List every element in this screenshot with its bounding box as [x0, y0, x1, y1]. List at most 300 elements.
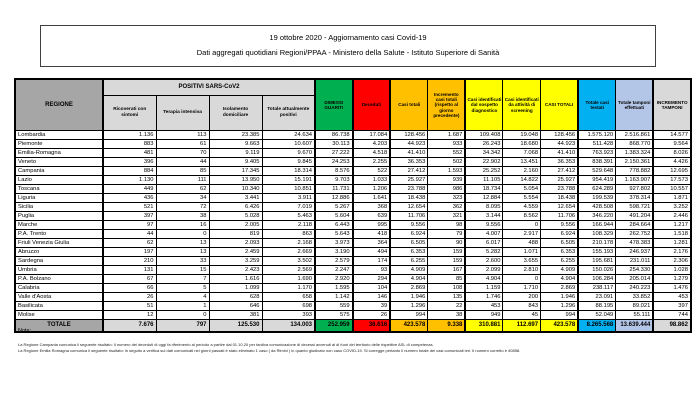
- table-cell: 5: [156, 284, 209, 293]
- table-cell: 396: [103, 158, 156, 167]
- table-cell: 4.904: [541, 275, 579, 284]
- table-cell: 381: [209, 311, 262, 320]
- table-cell: 34.342: [465, 149, 503, 158]
- table-cell: 284.664: [616, 221, 654, 230]
- table-cell: 346.220: [578, 212, 616, 221]
- column-header-casi-sospetto-diagnostico: Casi identificati dal sospetto diagnostico: [465, 79, 503, 131]
- table-cell: 27.412: [390, 167, 428, 176]
- table-cell: 109.408: [465, 131, 503, 140]
- table-cell: 529.648: [578, 167, 616, 176]
- table-cell: 4.203: [353, 140, 391, 149]
- table-cell: 2.446: [653, 212, 691, 221]
- table-cell: 797: [156, 320, 209, 333]
- column-header-totale-attualmente-positivi: Totale attualmente positivi: [262, 96, 315, 131]
- table-cell: 10.557: [653, 185, 691, 194]
- table-cell: 10.851: [262, 185, 315, 194]
- table-cell: 238.117: [578, 284, 616, 293]
- table-cell: 11.706: [390, 212, 428, 221]
- table-cell: 2.869: [541, 284, 579, 293]
- region-name-cell: Marche: [15, 221, 103, 230]
- table-cell: 511.428: [578, 140, 616, 149]
- table-cell: 436: [103, 194, 156, 203]
- table-row: [15, 158, 691, 167]
- region-name-cell: Toscana: [15, 185, 103, 194]
- column-header-incremento-tamponi: INCREMENTO TAMPONI: [653, 79, 691, 131]
- table-cell: 2.099: [465, 266, 503, 275]
- region-name-cell: Valle d'Aosta: [15, 293, 103, 302]
- table-cell: 1.946: [541, 293, 579, 302]
- table-cell: 70: [156, 149, 209, 158]
- table-cell: 1.946: [390, 293, 428, 302]
- table-cell: 1.028: [653, 266, 691, 275]
- table-cell: 838.391: [578, 158, 616, 167]
- table-cell: 12.886: [315, 194, 353, 203]
- table-cell: 362: [428, 203, 466, 212]
- region-name-cell: Liguria: [15, 194, 103, 203]
- note-line-emilia-romagna: La Regione Emilia Romagna comunica il seguente risultato: in seguito a verifica sui dati comunicati nei giorni passati è stato eliminato 1 caso ( da Rimini ) in quanto giudicato non caso COVID-19. Si corregge pertanto il numero totale dei casi comunicati ieri. Il numero corretto è 40858.: [18, 348, 521, 353]
- table-cell: 428.508: [578, 203, 616, 212]
- table-cell: 4: [156, 293, 209, 302]
- table-cell: 863: [262, 230, 315, 239]
- table-cell: 89.021: [616, 302, 654, 311]
- table-cell: 38: [156, 212, 209, 221]
- table-cell: 478.383: [616, 239, 654, 248]
- table-cell: 2.168: [262, 239, 315, 248]
- table-cell: 698: [262, 302, 315, 311]
- table-cell: 9.556: [390, 221, 428, 230]
- table-cell: 86.738: [315, 131, 353, 140]
- table-cell: 240.223: [616, 284, 654, 293]
- table-cell: 1.595: [315, 284, 353, 293]
- table-cell: 6.924: [390, 230, 428, 239]
- table-cell: 423.578: [541, 320, 579, 333]
- table-cell: 1.476: [653, 284, 691, 293]
- table-cell: 199.539: [578, 194, 616, 203]
- table-row: [15, 284, 691, 293]
- table-cell: 98.862: [653, 320, 691, 333]
- table-cell: 22: [428, 302, 466, 311]
- notes-title: Note:: [18, 328, 32, 334]
- table-cell: 23.788: [390, 185, 428, 194]
- table-cell: 61: [156, 140, 209, 149]
- table-cell: 254.330: [616, 266, 654, 275]
- table-cell: 9.119: [209, 149, 262, 158]
- table-cell: 488: [503, 239, 541, 248]
- table-cell: 44: [103, 230, 156, 239]
- table-cell: 1.217: [653, 221, 691, 230]
- table-cell: 1.518: [653, 230, 691, 239]
- table-cell: 33.852: [616, 293, 654, 302]
- table-cell: 9.556: [541, 221, 579, 230]
- table-cell: 51: [103, 302, 156, 311]
- region-name-cell: Friuli Venezia Giulia: [15, 239, 103, 248]
- table-cell: 30.113: [315, 140, 353, 149]
- table-cell: 4.904: [465, 275, 503, 284]
- table-cell: 2.150.361: [616, 158, 654, 167]
- region-name-cell: Veneto: [15, 158, 103, 167]
- table-cell: 195.681: [578, 257, 616, 266]
- table-cell: 2.600: [465, 257, 503, 266]
- table-cell: 639: [353, 212, 391, 221]
- table-cell: 4.007: [465, 230, 503, 239]
- table-cell: 5.554: [503, 194, 541, 203]
- table-cell: 624.289: [578, 185, 616, 194]
- table-cell: 559: [315, 302, 353, 311]
- table-cell: 12: [103, 311, 156, 320]
- table-cell: 2.247: [315, 266, 353, 275]
- table-cell: 939: [428, 176, 466, 185]
- table-cell: 2.810: [503, 266, 541, 275]
- table-cell: 3.252: [653, 203, 691, 212]
- column-header-totale-casi-testati: Totale casi testati: [578, 79, 616, 131]
- table-cell: 8.265.568: [578, 320, 616, 333]
- table-cell: 1.099: [209, 284, 262, 293]
- table-cell: 44: [156, 158, 209, 167]
- covid-data-table: [14, 78, 692, 333]
- table-cell: 4.518: [353, 149, 391, 158]
- region-name-cell: Sardegna: [15, 257, 103, 266]
- table-cell: 1.281: [653, 239, 691, 248]
- table-cell: 67: [103, 275, 156, 284]
- table-cell: 8.095: [465, 203, 503, 212]
- table-cell: 88.195: [578, 302, 616, 311]
- table-cell: 1.687: [428, 131, 466, 140]
- table-cell: 26: [353, 311, 391, 320]
- table-cell: 1.163.907: [616, 176, 654, 185]
- table-cell: 26: [103, 293, 156, 302]
- table-cell: 128.456: [390, 131, 428, 140]
- table-cell: 167: [428, 266, 466, 275]
- table-cell: 15: [156, 266, 209, 275]
- region-name-cell: Calabria: [15, 284, 103, 293]
- table-cell: 6.353: [390, 248, 428, 257]
- table-row: [15, 167, 691, 176]
- table-cell: 18.438: [390, 194, 428, 203]
- table-cell: 986: [428, 185, 466, 194]
- table-cell: 2.255: [353, 158, 391, 167]
- table-cell: 23.385: [209, 131, 262, 140]
- table-cell: 1.033: [353, 176, 391, 185]
- table-cell: 6.255: [390, 257, 428, 266]
- table-cell: 321: [428, 212, 466, 221]
- table-cell: 3.502: [262, 257, 315, 266]
- table-cell: 552: [428, 149, 466, 158]
- table-cell: 13.639.444: [616, 320, 654, 333]
- table-row: [15, 140, 691, 149]
- table-row: [15, 149, 691, 158]
- table-cell: 0: [503, 221, 541, 230]
- table-cell: 23.788: [541, 185, 579, 194]
- table-cell: 128.456: [541, 131, 579, 140]
- table-cell: 27.412: [541, 167, 579, 176]
- table-cell: 1.159: [465, 284, 503, 293]
- table-cell: 113: [156, 131, 209, 140]
- table-cell: 85: [428, 275, 466, 284]
- table-cell: 72: [156, 203, 209, 212]
- table-cell: 26.243: [465, 140, 503, 149]
- table-cell: 2.920: [315, 275, 353, 284]
- table-cell: 1.746: [465, 293, 503, 302]
- table-cell: 598.721: [616, 203, 654, 212]
- report-header: [40, 25, 656, 67]
- table-cell: 112.697: [503, 320, 541, 333]
- table-cell: 231.011: [616, 257, 654, 266]
- table-cell: 12.654: [541, 203, 579, 212]
- table-cell: 4.904: [390, 275, 428, 284]
- table-cell: 6.924: [541, 230, 579, 239]
- table-cell: 310.881: [465, 320, 503, 333]
- table-cell: 22.902: [465, 158, 503, 167]
- table-cell: 628: [209, 293, 262, 302]
- table-cell: 2.423: [209, 266, 262, 275]
- table-cell: 1.279: [653, 275, 691, 284]
- table-cell: 8.576: [315, 167, 353, 176]
- table-cell: 18.438: [541, 194, 579, 203]
- table-cell: 23.091: [578, 293, 616, 302]
- table-cell: 9.703: [315, 176, 353, 185]
- region-name-cell: Umbria: [15, 266, 103, 275]
- table-cell: 763.923: [578, 149, 616, 158]
- table-cell: 368: [353, 203, 391, 212]
- table-cell: 17.084: [353, 131, 391, 140]
- table-row: [15, 194, 691, 203]
- table-row: [15, 293, 691, 302]
- table-cell: 9.338: [428, 320, 466, 333]
- table-cell: 111: [156, 176, 209, 185]
- table-cell: 1.206: [353, 185, 391, 194]
- table-cell: 14.577: [653, 131, 691, 140]
- table-cell: 778.882: [616, 167, 654, 176]
- column-header-totale-tamponi: Totale tamponi effettuati: [616, 79, 654, 131]
- table-cell: 125.530: [209, 320, 262, 333]
- table-cell: 7.068: [503, 149, 541, 158]
- table-cell: 14.822: [503, 176, 541, 185]
- table-cell: 2.160: [503, 167, 541, 176]
- table-cell: 150.026: [578, 266, 616, 275]
- table-cell: 453: [653, 293, 691, 302]
- table-cell: 1.575.120: [578, 131, 616, 140]
- table-cell: 44.923: [390, 140, 428, 149]
- table-cell: 3.655: [503, 257, 541, 266]
- table-cell: 294: [353, 275, 391, 284]
- table-cell: 2.306: [653, 257, 691, 266]
- column-header-ricoverati-con-sintomi: Ricoverati con sintomi: [103, 96, 156, 131]
- table-cell: 994: [390, 311, 428, 320]
- report-title: 19 ottobre 2020 - Aggiornamento casi Covid-19: [269, 33, 427, 42]
- column-header-deceduti: Deceduti: [353, 79, 391, 131]
- table-cell: 2.869: [390, 284, 428, 293]
- table-cell: 18.680: [503, 140, 541, 149]
- table-cell: 927.802: [616, 185, 654, 194]
- table-cell: 1.130: [103, 176, 156, 185]
- table-cell: 6.505: [390, 239, 428, 248]
- table-cell: 1.593: [428, 167, 466, 176]
- table-cell: 55.111: [616, 311, 654, 320]
- table-cell: 491.204: [616, 212, 654, 221]
- table-cell: 1.296: [541, 302, 579, 311]
- table-cell: 108.329: [578, 230, 616, 239]
- table-cell: 108: [428, 284, 466, 293]
- table-cell: 481: [103, 149, 156, 158]
- table-row: [15, 212, 691, 221]
- table-row: [15, 257, 691, 266]
- column-header-casi-totali: Casi totali: [390, 79, 428, 131]
- notes-section: [18, 328, 678, 354]
- table-cell: 453: [465, 302, 503, 311]
- table-cell: 15.191: [262, 176, 315, 185]
- table-cell: 2.669: [262, 248, 315, 257]
- region-name-cell: Puglia: [15, 212, 103, 221]
- table-cell: 159: [428, 248, 466, 257]
- table-cell: 378.314: [616, 194, 654, 203]
- table-cell: 7.676: [103, 320, 156, 333]
- table-cell: 24.253: [315, 158, 353, 167]
- table-cell: 18.314: [262, 167, 315, 176]
- table-cell: 7.019: [262, 203, 315, 212]
- table-cell: 25.927: [390, 176, 428, 185]
- region-name-cell: Piemonte: [15, 140, 103, 149]
- table-cell: 9.564: [653, 140, 691, 149]
- table-cell: 24.634: [262, 131, 315, 140]
- column-header-dimessi-guariti: DIMESSI GUARITI: [315, 79, 353, 131]
- table-cell: 1.142: [315, 293, 353, 302]
- table-cell: 3.441: [209, 194, 262, 203]
- table-cell: 252.959: [315, 320, 353, 333]
- region-name-cell: Sicilia: [15, 203, 103, 212]
- table-cell: 13: [156, 239, 209, 248]
- table-cell: 397: [653, 302, 691, 311]
- table-cell: 10.340: [209, 185, 262, 194]
- table-cell: 1.170: [262, 284, 315, 293]
- table-row: [15, 311, 691, 320]
- table-cell: 155.193: [578, 248, 616, 257]
- table-cell: 884: [103, 167, 156, 176]
- table-cell: 41.410: [541, 149, 579, 158]
- table-cell: 744: [653, 311, 691, 320]
- table-cell: 6.017: [465, 239, 503, 248]
- table-cell: 9.663: [209, 140, 262, 149]
- table-cell: 2.459: [209, 248, 262, 257]
- table-cell: 52.049: [578, 311, 616, 320]
- total-label-cell: TOTALE: [15, 320, 103, 333]
- note-line-campania: La Regione Campania comunica il seguente risultato: Il numero dei deceduti di oggi fa riferimento al periodo a partire dal 01.10.20 per tardiva comunicazione di decessi avvenuti al di fuori del territorio delle rispettive ASL di competenza.: [18, 342, 434, 347]
- table-cell: 210.178: [578, 239, 616, 248]
- table-cell: 994: [541, 311, 579, 320]
- table-cell: 38: [428, 311, 466, 320]
- table-cell: 5.282: [465, 248, 503, 257]
- table-cell: 8.026: [653, 149, 691, 158]
- table-cell: 522: [353, 167, 391, 176]
- table-cell: 658: [262, 293, 315, 302]
- table-cell: 12.654: [390, 203, 428, 212]
- table-cell: 200: [503, 293, 541, 302]
- table-cell: 3.144: [465, 212, 503, 221]
- table-cell: 502: [428, 158, 466, 167]
- table-cell: 7: [156, 275, 209, 284]
- table-cell: 36.353: [541, 158, 579, 167]
- table-cell: 166.944: [578, 221, 616, 230]
- table-cell: 62: [156, 185, 209, 194]
- region-name-cell: Lombardia: [15, 131, 103, 140]
- table-cell: 62: [103, 239, 156, 248]
- table-cell: 3.973: [315, 239, 353, 248]
- table-cell: 79: [428, 230, 466, 239]
- table-cell: 397: [103, 212, 156, 221]
- table-cell: 868.770: [616, 140, 654, 149]
- region-name-cell: Campania: [15, 167, 103, 176]
- table-row: [15, 230, 691, 239]
- table-cell: 5.463: [262, 212, 315, 221]
- table-cell: 13.451: [503, 158, 541, 167]
- table-cell: 2.579: [315, 257, 353, 266]
- table-cell: 1.710: [503, 284, 541, 293]
- table-row: [15, 275, 691, 284]
- table-cell: 1: [156, 302, 209, 311]
- table-row: [15, 239, 691, 248]
- table-cell: 6.443: [315, 221, 353, 230]
- table-cell: 949: [465, 311, 503, 320]
- table-cell: 11.105: [465, 176, 503, 185]
- table-cell: 11.706: [541, 212, 579, 221]
- table-cell: 8.562: [503, 212, 541, 221]
- table-cell: 1.690: [262, 275, 315, 284]
- table-cell: 11.731: [315, 185, 353, 194]
- table-cell: 104: [353, 284, 391, 293]
- table-cell: 995: [353, 221, 391, 230]
- table-cell: 9.845: [262, 158, 315, 167]
- table-cell: 0: [156, 230, 209, 239]
- table-cell: 1.071: [503, 248, 541, 257]
- table-cell: 98: [428, 221, 466, 230]
- region-name-cell: Lazio: [15, 176, 103, 185]
- table-cell: 393: [262, 311, 315, 320]
- table-cell: 66: [103, 284, 156, 293]
- table-row: [15, 266, 691, 275]
- table-cell: 2.118: [262, 221, 315, 230]
- table-cell: 93: [353, 266, 391, 275]
- table-cell: 25.252: [465, 167, 503, 176]
- table-cell: 1.871: [653, 194, 691, 203]
- table-cell: 33: [156, 257, 209, 266]
- table-row: [15, 302, 691, 311]
- table-cell: 843: [503, 302, 541, 311]
- table-row: [15, 131, 691, 140]
- table-cell: 262.752: [616, 230, 654, 239]
- table-cell: 146: [353, 293, 391, 302]
- table-cell: 364: [353, 239, 391, 248]
- region-name-cell: P.A. Trento: [15, 230, 103, 239]
- region-name-cell: Abruzzo: [15, 248, 103, 257]
- table-cell: 323: [428, 194, 466, 203]
- table-row: [15, 248, 691, 257]
- table-cell: 2.176: [653, 248, 691, 257]
- table-cell: 41.410: [390, 149, 428, 158]
- table-cell: 494: [353, 248, 391, 257]
- table-cell: 197: [103, 248, 156, 257]
- column-header-casi-screening: Casi identificati da attività di screening: [503, 79, 541, 131]
- table-cell: 9.556: [465, 221, 503, 230]
- table-cell: 3.911: [262, 194, 315, 203]
- table-cell: 0: [156, 311, 209, 320]
- table-cell: 45: [503, 311, 541, 320]
- column-header-terapia-intensiva: Terapia intensiva: [156, 96, 209, 131]
- table-cell: 5.267: [315, 203, 353, 212]
- table-cell: 1.616: [209, 275, 262, 284]
- table-cell: 90: [428, 239, 466, 248]
- table-cell: 85: [156, 167, 209, 176]
- report-subtitle: Dati aggregati quotidiani Regioni/PPAA - Ministero della Salute - Istituto Superiore di Sanità: [196, 48, 500, 57]
- table-cell: 0: [503, 275, 541, 284]
